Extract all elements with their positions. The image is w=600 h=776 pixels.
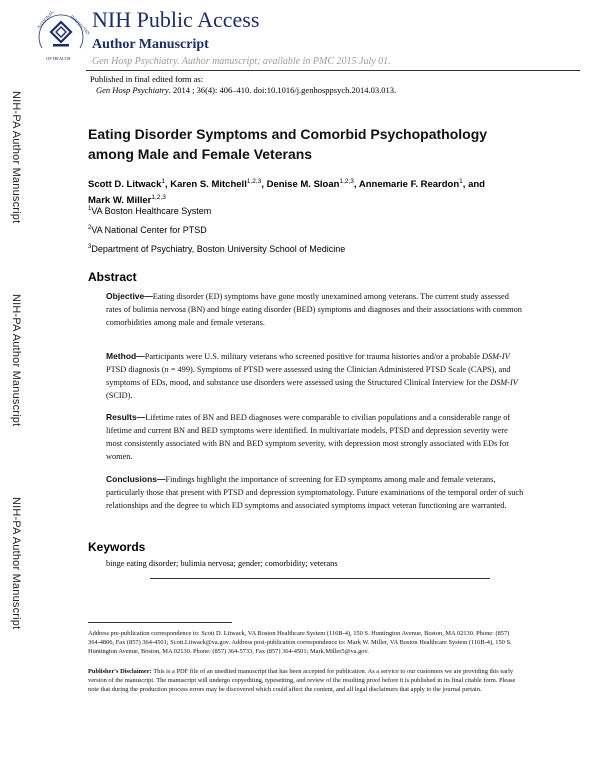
author-manuscript-label: Author Manuscript: [92, 37, 209, 52]
abstract-conclusions: Conclusions—Findings highlight the importance of screening for ED symptoms among male and female veterans, particularly those that present with PTSD and depression symptomatology. Future examinations of the temporal order of such relationships and the degree to which ED symptoms and associated symptoms impact veteran functioning are warranted.: [106, 474, 524, 510]
sidebar-label-1: NIH-PA Author Manuscript: [10, 90, 22, 224]
author-name: Karen S. Mitchell: [170, 179, 247, 191]
svg-text:INSTITUTES: INSTITUTES: [69, 14, 91, 36]
abstract-method: Method—Participants were U.S. military veterans who screened positive for trauma histories and/or a probable DSM-IV PTSD diagnosis (n = 499). Symptoms of PTSD were assessed using the Clinician Administered PTSD Scale (CAPS), and symptoms of EDs, mood, and substance use disorders were assessed using the Structured Clinical Interview for the DSM-IV (SCID).: [106, 351, 518, 400]
abstract-objective: Objective—Eating disorder (ED) symptoms have gone mostly unexamined among veterans. The current study assessed rates of bulimia nervosa (BN) and binge eating disorder (BED) symptoms and diagnoses and their associations with common comorbidities among male and female veterans.: [106, 291, 522, 327]
nih-logo: [36, 8, 91, 64]
sidebar-label-3: NIH-PA Author Manuscript: [10, 496, 22, 630]
sidebar-label-2: NIH-PA Author Manuscript: [10, 293, 22, 427]
svg-text:NATIONAL: NATIONAL: [36, 9, 55, 30]
author-name: Annemarie F. Reardon: [358, 179, 460, 191]
author-name: Scott D. Litwack: [88, 179, 162, 191]
affiliation: $^3$Department of Psychiatry, Boston University School of Medicine: [88, 244, 346, 254]
abstract-results: Results—Lifetime rates of BN and BED diagnoses were comparable to civilian populations and a considerable range of lifetime and current BN and BED symptoms were identified. In multivariate models, PTSD and depression severity were most consistently associated with BN and BED symptom severity, with depression most strongly associated with EDs for women.: [106, 412, 511, 461]
publisher-disclaimer: Publisher's Disclaimer: This is a PDF file of an unedited manuscript that has been accepted for publication. As a service to our customers we are providing this early version of the manuscript. The manuscript will undergo copyediting, typesetting, and review of the resulting proof before it is published in its final citable form. Please note that during the production process errors may be discovered which could affect the content, and all legal disclaimers that apply to the journal pertain.: [88, 668, 516, 693]
availability-note: Gen Hosp Psychiatry. Author manuscript; available in PMC 2015 July 01.: [92, 56, 391, 67]
author-name: Mark W. Miller: [88, 195, 152, 207]
correspondence-footnote: Address pre-publication correspondence to: Scott D. Litwack, VA Boston Healthcare System (116B-4), 150 S. Huntington Avenue, Boston, MA 02130. Phone: (857) 364-4806, Fax (857) 364-4501; Scott.Litwack@va.gov. Address post-publication correspondence to: Mark W. Miller, VA Boston Healthcare System (116B-4), 150 S. Huntington Avenue, Boston, MA 02130. Phone: (857) 364-5733, Fax (857) 364-4501; Mark.Miller5@va.gov.: [88, 630, 512, 655]
abstract-heading: Abstract: [88, 270, 137, 284]
affiliation: $^1$VA Boston Healthcare System: [88, 206, 212, 216]
svg-text:OF HEALTH: OF HEALTH: [46, 56, 71, 61]
keywords-list: binge eating disorder; bulimia nervosa; gender; comorbidity; veterans: [106, 559, 338, 568]
author-list: Scott D. Litwack$^1$, Karen S. Mitchell$^{1,2,3}$, Denise M. Sloan$^{1,2,3}$, Annemarie F. Reardon$^1$, and Mark W. Miller$^{1,2,3}$: [88, 178, 485, 207]
keywords-rule: [150, 578, 490, 579]
article-title: Eating Disorder Symptoms and Comorbid Psychopathology among Male and Female Veterans: [88, 126, 488, 162]
nih-public-access-title: NIH Public Access: [92, 7, 260, 32]
author-name: Denise M. Sloan: [266, 179, 340, 191]
affiliation: $^2$VA National Center for PTSD: [88, 225, 207, 235]
citation-line: Gen Hosp Psychiatry. 2014 ; 36(4): 406–410. doi:10.1016/j.genhosppsych.2014.03.013.: [96, 85, 397, 95]
header-rule: [86, 70, 580, 71]
published-in-line: Published in final edited form as:: [90, 74, 204, 84]
keywords-heading: Keywords: [88, 540, 146, 554]
footnote-rule: [88, 622, 232, 623]
